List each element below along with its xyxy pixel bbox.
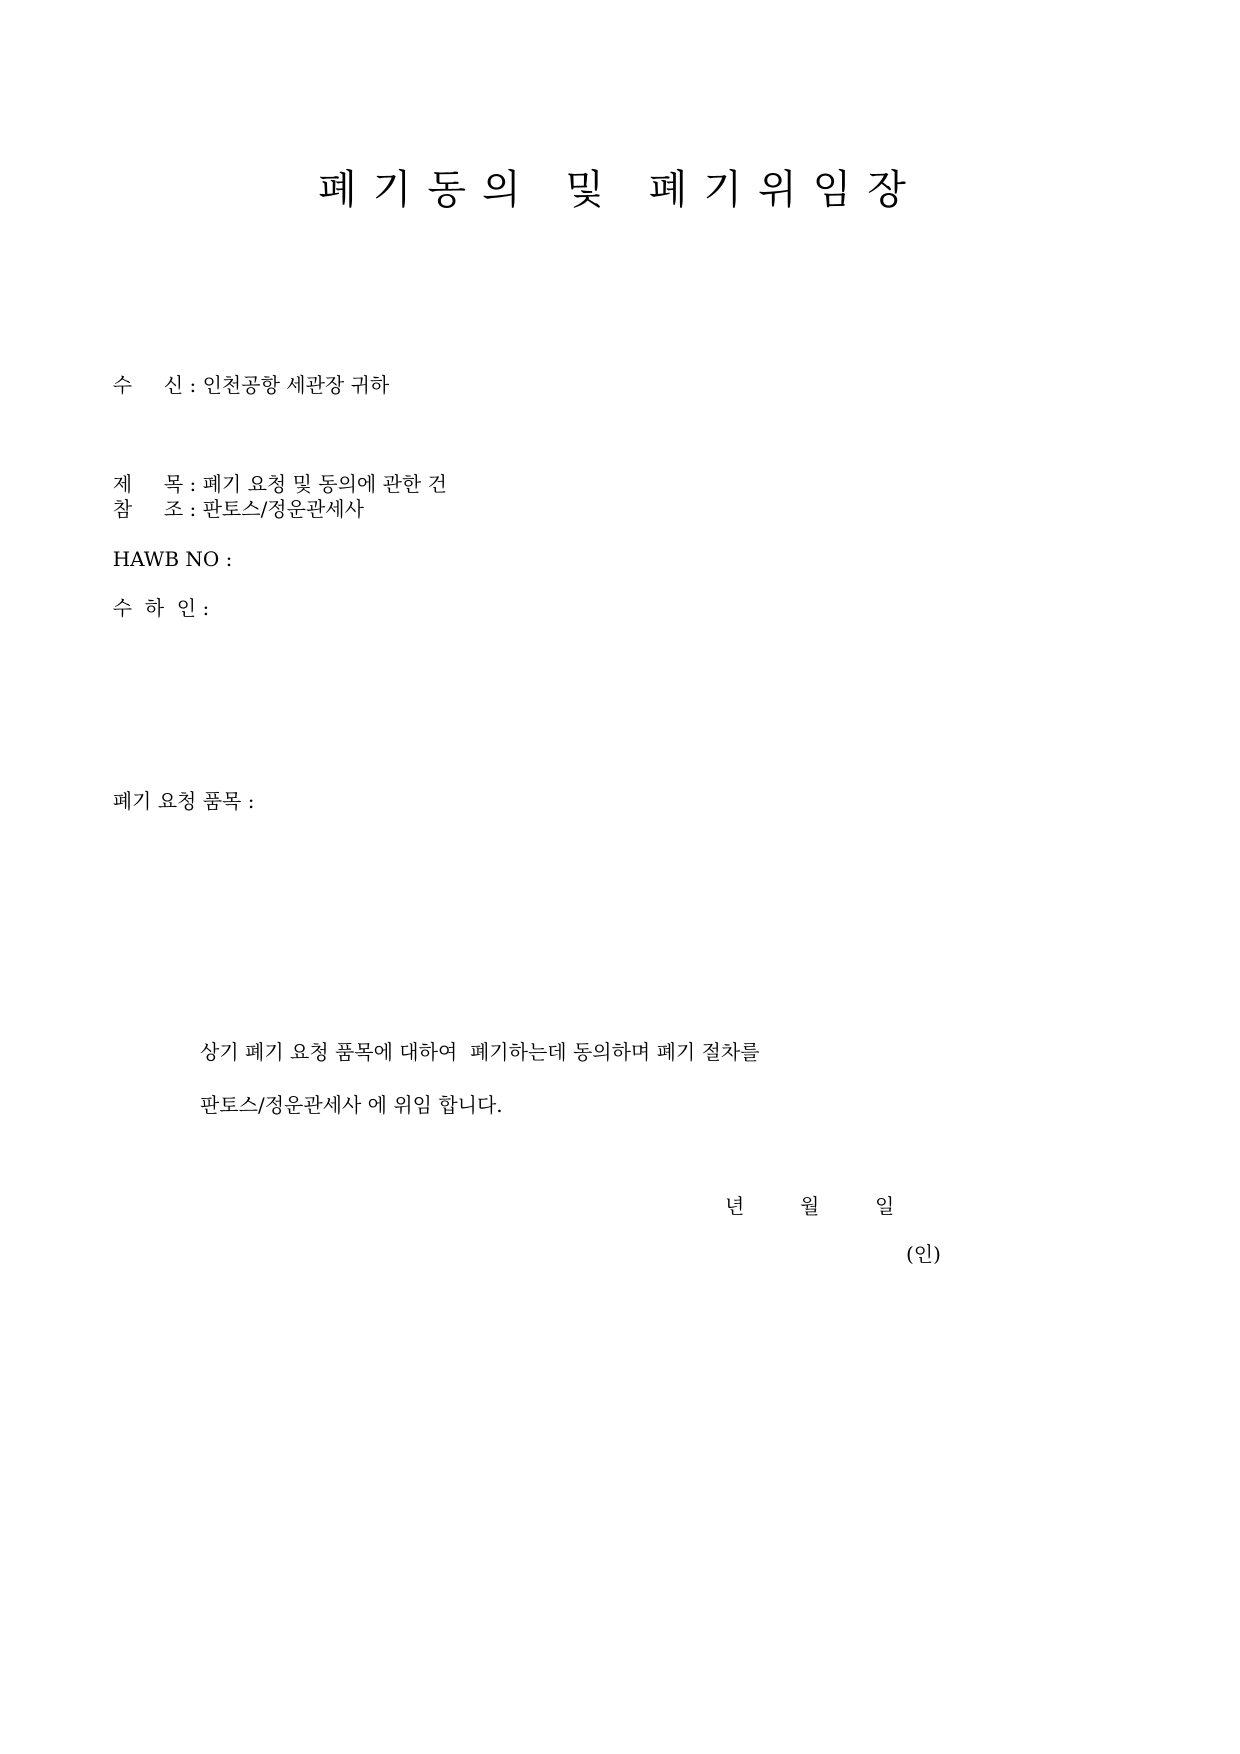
recipient-label: 수 신 : <box>112 373 203 397</box>
recipient-value: 인천공항 세관장 귀하 <box>202 373 390 397</box>
hawb-row <box>100 520 239 572</box>
reference-row <box>100 470 364 522</box>
subject-value: 폐기 요청 및 동의에 관한 건 <box>202 472 447 496</box>
consignee-row <box>100 569 216 621</box>
recipient-row <box>100 346 389 398</box>
date-day: 일 <box>875 1194 895 1218</box>
statement-line-2: 판토스/정운관세사 에 위임 합니다. <box>200 1093 503 1117</box>
subject-label: 제 목 : <box>112 472 203 496</box>
statement-line-1: 상기 폐기 요청 품목에 대하여 폐기하는데 동의하며 폐기 절차를 <box>200 1040 760 1064</box>
consignee-label: 수 하 인 : <box>112 596 216 620</box>
hawb-label: HAWB NO : <box>112 547 239 571</box>
reference-value: 판토스/정운관세사 <box>202 497 364 521</box>
seal-mark: (인) <box>906 1242 941 1266</box>
reference-label: 참 조 : <box>112 497 203 521</box>
items-row <box>100 762 261 814</box>
items-label: 폐기 요청 품목 : <box>112 789 261 813</box>
date-year: 년 <box>725 1194 745 1218</box>
date-month: 월 <box>800 1194 820 1218</box>
document-title: 폐기동의 및 폐기위임장 <box>318 167 922 213</box>
